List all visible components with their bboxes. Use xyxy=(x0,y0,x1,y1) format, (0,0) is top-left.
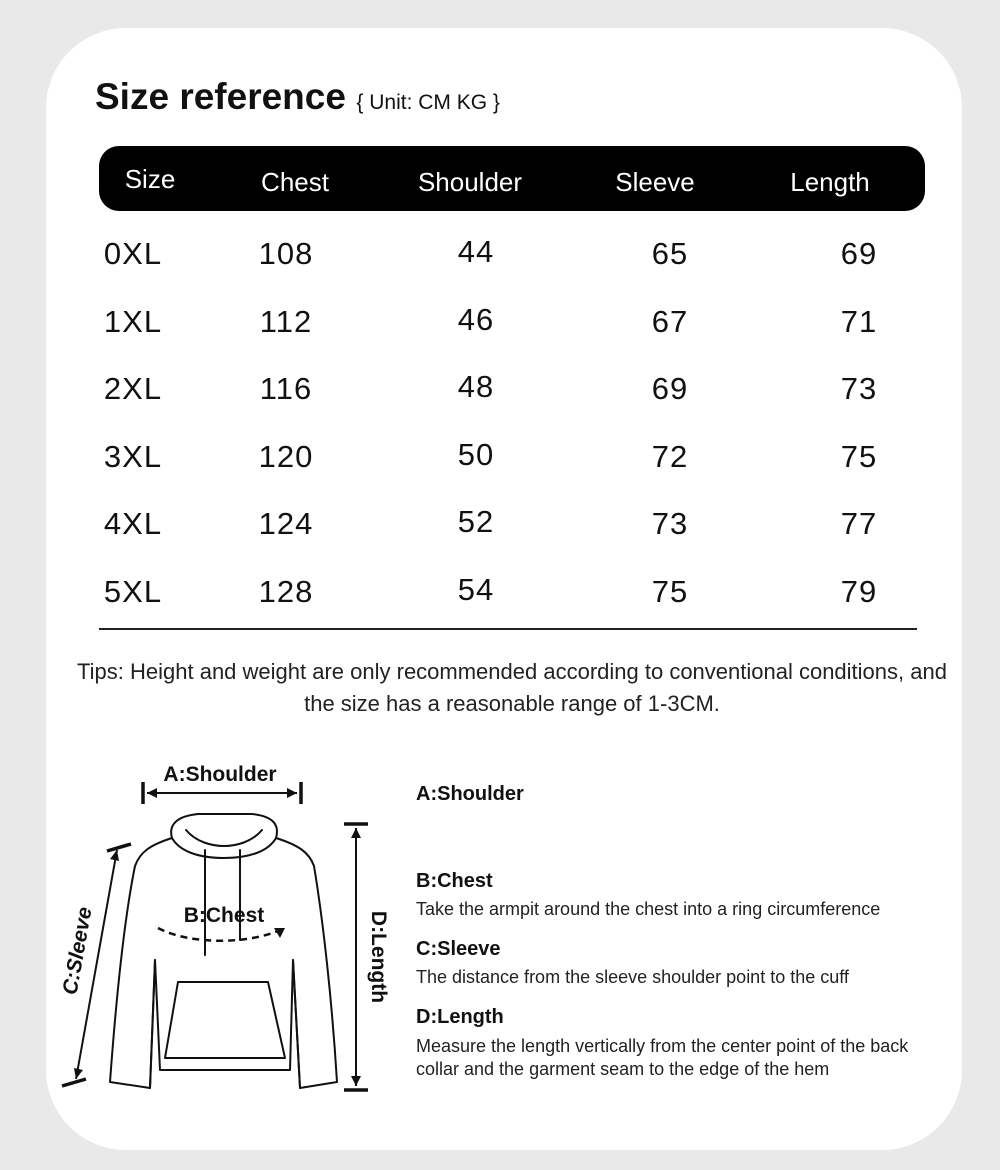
cell-chest: 116 xyxy=(259,371,313,406)
cell-length: 79 xyxy=(840,574,878,609)
table-row xyxy=(0,439,1000,489)
header-size: Size xyxy=(124,164,176,194)
cell-length: 69 xyxy=(840,236,878,271)
arrowhead-icon xyxy=(274,928,285,938)
desc-sleeve-title: C:Sleeve xyxy=(416,938,501,960)
desc-length xyxy=(416,1006,956,1081)
table-row xyxy=(0,236,1000,286)
cell-length: 77 xyxy=(840,506,878,541)
cell-size: 3XL xyxy=(103,439,163,474)
header-chest: Chest xyxy=(261,167,329,197)
unit-label: { Unit: CM KG } xyxy=(356,91,500,114)
desc-length-title: D:Length xyxy=(416,1006,504,1028)
length-measure-icon xyxy=(344,824,368,1090)
cell-length: 71 xyxy=(840,304,878,339)
cell-chest: 108 xyxy=(258,236,314,271)
table-row xyxy=(0,506,1000,556)
cell-shoulder: 54 xyxy=(457,572,495,607)
cell-chest: 128 xyxy=(258,574,314,609)
header-sleeve: Sleeve xyxy=(615,167,695,197)
cell-chest: 124 xyxy=(258,506,314,541)
cell-length: 73 xyxy=(840,371,878,406)
cell-size: 4XL xyxy=(103,506,163,541)
header-shoulder: Shoulder xyxy=(417,167,523,197)
diagram-label-length: D:Length xyxy=(367,910,390,1004)
desc-chest-text: Take the armpit around the chest into a ring circumference xyxy=(416,899,881,919)
page-title: Size reference xyxy=(95,76,346,117)
cell-shoulder: 50 xyxy=(457,437,495,472)
cell-size: 1XL xyxy=(103,304,163,339)
arrowhead-icon xyxy=(351,828,361,838)
arrowhead-icon xyxy=(351,1076,361,1086)
cell-sleeve: 72 xyxy=(651,439,689,474)
desc-shoulder xyxy=(416,783,524,806)
arrowhead-icon xyxy=(147,788,157,798)
cell-shoulder: 44 xyxy=(457,234,495,269)
cell-size: 2XL xyxy=(103,371,163,406)
table-row xyxy=(0,574,1000,624)
cell-shoulder: 46 xyxy=(457,302,495,337)
table-row xyxy=(0,371,1000,421)
desc-sleeve xyxy=(416,938,849,989)
diagram-label-sleeve: C:Sleeve xyxy=(58,905,97,997)
cell-sleeve: 75 xyxy=(651,574,689,609)
table-divider xyxy=(99,628,917,630)
header-length: Length xyxy=(790,167,870,197)
chest-arrow-icon xyxy=(158,928,285,941)
cell-sleeve: 73 xyxy=(651,506,689,541)
cell-sleeve: 69 xyxy=(651,371,689,406)
cell-shoulder: 52 xyxy=(457,504,495,539)
title-row xyxy=(95,76,500,118)
desc-sleeve-text: The distance from the sleeve shoulder point to the cuff xyxy=(416,967,849,987)
cell-sleeve: 65 xyxy=(651,236,689,271)
cell-shoulder: 48 xyxy=(457,369,495,404)
cell-chest: 120 xyxy=(258,439,314,474)
table-header xyxy=(99,146,925,211)
hoodie-diagram xyxy=(40,750,390,1110)
cell-length: 75 xyxy=(840,439,878,474)
arrowhead-icon xyxy=(287,788,297,798)
desc-chest-title: B:Chest xyxy=(416,870,493,892)
tips-text: Tips: Height and weight are only recommended according to conventional conditions, and the size has a reasonable range of 1-3CM. xyxy=(77,659,947,716)
cell-sleeve: 67 xyxy=(651,304,689,339)
desc-chest xyxy=(416,870,880,921)
diagram-label-shoulder: A:Shoulder xyxy=(163,763,277,786)
hoodie-outline-icon xyxy=(110,814,337,1088)
desc-shoulder-title: A:Shoulder xyxy=(416,783,524,805)
cell-chest: 112 xyxy=(259,304,313,339)
cell-size: 0XL xyxy=(103,236,163,271)
diagram-label-chest: B:Chest xyxy=(183,904,265,927)
table-row xyxy=(0,304,1000,354)
cell-size: 5XL xyxy=(103,574,163,609)
desc-length-text: Measure the length vertically from the center point of the back collar and the garment seam to the edge of the hem xyxy=(416,1036,909,1079)
